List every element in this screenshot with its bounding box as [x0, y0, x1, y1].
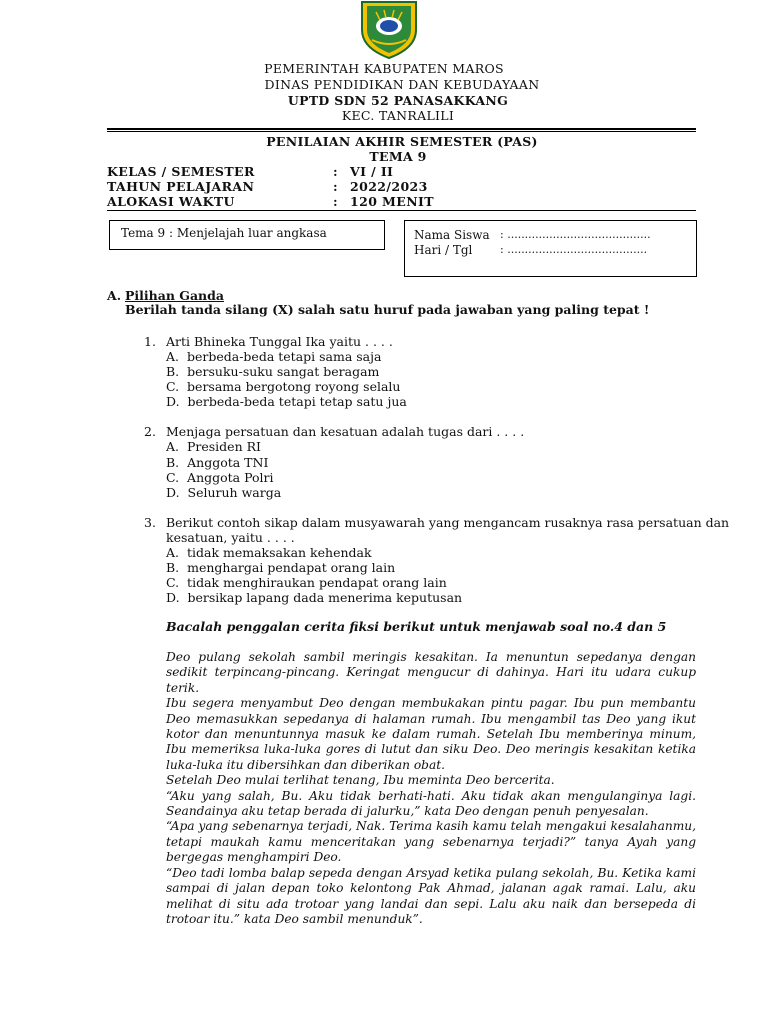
- answer-option[interactable]: [166, 485, 281, 501]
- header-school: UPTD SDN 52 PANASAKKANG: [287, 93, 509, 108]
- answer-option[interactable]: [166, 470, 274, 486]
- student-name-field[interactable]: : .........................................: [500, 228, 651, 241]
- option-text: tidak memaksakan kehendak: [186, 545, 372, 560]
- meta-value: 2022/2023: [350, 179, 428, 194]
- question-number: 3.: [144, 515, 156, 530]
- option-text: bersikap lapang dada menerima keputusan: [187, 590, 463, 605]
- option-letter: C.: [166, 379, 180, 394]
- answer-option[interactable]: [166, 545, 372, 561]
- section-letter: A.: [107, 288, 122, 303]
- answer-option[interactable]: [166, 455, 268, 471]
- question-text: Arti Bhineka Tunggal Ika yaitu . . . .: [166, 334, 393, 349]
- answer-option[interactable]: [166, 379, 400, 395]
- answer-option[interactable]: [166, 590, 462, 606]
- story-paragraph: “Apa yang sebenarnya terjadi, Nak. Terima kasih kamu telah mengakui kesalahanmu, tetapi maukah kamu menceritakan yang sebenarnya terjadi?” tanya Ayah yang bergegas menghampiri Deo.: [166, 819, 696, 865]
- regency-emblem-logo: [356, 0, 422, 60]
- meta-label: KELAS / SEMESTER: [107, 164, 255, 179]
- option-text: bersuku-suku sangat beragam: [187, 364, 380, 379]
- exam-theme: TEMA 9: [369, 149, 427, 164]
- option-letter: C.: [166, 470, 180, 485]
- option-letter: D.: [166, 485, 180, 500]
- option-text: Anggota Polri: [187, 470, 274, 485]
- option-letter: A.: [166, 545, 180, 560]
- student-date-field[interactable]: : ........................................: [500, 243, 648, 256]
- story-paragraph: Ibu segera menyambut Deo dengan membukakan pintu pagar. Ibu pun membantu Deo memasukkan sepedanya di halaman rumah. Ibu mengambil tas Deo yang ikut kotor dan menuntunnya masuk ke dalam rumah. Setelah Ibu memberinya minum, Ibu memeriksa luka-luka gores di lutut dan siku Deo. Deo meringis kesakitan ketika luka-luka itu dibersihkan dan diberikan obat.: [166, 696, 696, 772]
- answer-option[interactable]: [166, 349, 381, 365]
- header-government: PEMERINTAH KABUPATEN MAROS: [264, 61, 504, 76]
- option-letter: A.: [166, 439, 180, 454]
- option-letter: D.: [166, 394, 180, 409]
- option-text: Seluruh warga: [187, 485, 282, 500]
- header-divider-thin: [107, 131, 696, 132]
- option-letter: A.: [166, 349, 180, 364]
- meta-divider: [107, 210, 696, 211]
- meta-label: ALOKASI WAKTU: [107, 194, 235, 209]
- story-paragraph: Deo pulang sekolah sambil meringis kesakitan. Ia menuntun sepedanya dengan sedikit terpincang-pincang. Keringat mengucur di dahinya. Hari itu udara cukup terik.: [166, 650, 696, 695]
- topic-text: Tema 9 : Menjelajah luar angkasa: [121, 226, 327, 240]
- meta-separator: :: [333, 179, 339, 194]
- option-text: tidak menghiraukan pendapat orang lain: [187, 575, 447, 590]
- option-letter: B.: [166, 560, 180, 575]
- answer-option[interactable]: [166, 394, 407, 410]
- section-title: Pilihan Ganda: [125, 288, 224, 303]
- option-text: menghargai pendapat orang lain: [187, 560, 396, 575]
- question-text: Menjaga persatuan dan kesatuan adalah tugas dari . . . .: [166, 424, 525, 439]
- section-instruction: Berilah tanda silang (X) salah satu huruf pada jawaban yang paling tepat !: [125, 302, 650, 317]
- option-letter: B.: [166, 364, 180, 379]
- meta-separator: :: [333, 194, 339, 209]
- exam-title: PENILAIAN AKHIR SEMESTER (PAS): [266, 134, 538, 149]
- meta-value: 120 MENIT: [350, 194, 434, 209]
- answer-option[interactable]: [166, 575, 447, 591]
- story-paragraph: “Aku yang salah, Bu. Aku tidak berhati-hati. Aku tidak akan mengulanginya lagi. Seandainya aku tetap berada di jalurku,” kata Deo dengan penuh penyesalan.: [166, 788, 696, 819]
- topic-box: [109, 220, 385, 250]
- student-name-label: Nama Siswa: [414, 228, 490, 242]
- story-instruction: Bacalah penggalan cerita fiksi berikut untuk menjawab soal no.4 dan 5: [166, 619, 667, 634]
- meta-separator: :: [333, 164, 339, 179]
- question-number: 1.: [144, 334, 156, 349]
- answer-option[interactable]: [166, 364, 379, 380]
- option-letter: C.: [166, 575, 180, 590]
- story-passage: [166, 650, 696, 927]
- story-paragraph: “Deo tadi lomba balap sepeda dengan Arsyad ketika pulang sekolah, Bu. Ketika kami sampai di jalan depan toko kelontong Pak Ahmad, jalanan agak ramai. Lalu, aku melihat di situ ada trotoar yang landai dan sepi. Lalu aku naik dan bersepeda di trotoar itu.” kata Deo sambil menunduk”.: [166, 865, 696, 926]
- option-text: berbeda-beda tetapi sama saja: [186, 349, 382, 364]
- header-divider-thick: [107, 128, 696, 130]
- question-text: Berikut contoh sikap dalam musyawarah yang mengancam rusaknya rasa persatuan dan: [166, 515, 730, 530]
- answer-option[interactable]: [166, 560, 395, 576]
- story-paragraph: Setelah Deo mulai terlihat tenang, Ibu meminta Deo bercerita.: [166, 773, 555, 788]
- meta-value: VI / II: [350, 164, 394, 179]
- question-number: 2.: [144, 424, 156, 439]
- question-text-continued: kesatuan, yaitu . . . .: [166, 530, 295, 545]
- meta-label: TAHUN PELAJARAN: [107, 179, 255, 194]
- option-letter: B.: [166, 455, 180, 470]
- option-text: Anggota TNI: [187, 455, 269, 470]
- answer-option[interactable]: [166, 439, 261, 455]
- header-district: KEC. TANRALILI: [341, 108, 455, 123]
- option-letter: D.: [166, 590, 180, 605]
- student-date-label: Hari / Tgl: [414, 243, 473, 257]
- option-text: Presiden RI: [186, 439, 261, 454]
- header-department: DINAS PENDIDIKAN DAN KEBUDAYAAN: [264, 77, 540, 92]
- student-info-box: [404, 220, 697, 277]
- option-text: berbeda-beda tetapi tetap satu jua: [187, 394, 407, 409]
- option-text: bersama bergotong royong selalu: [187, 379, 401, 394]
